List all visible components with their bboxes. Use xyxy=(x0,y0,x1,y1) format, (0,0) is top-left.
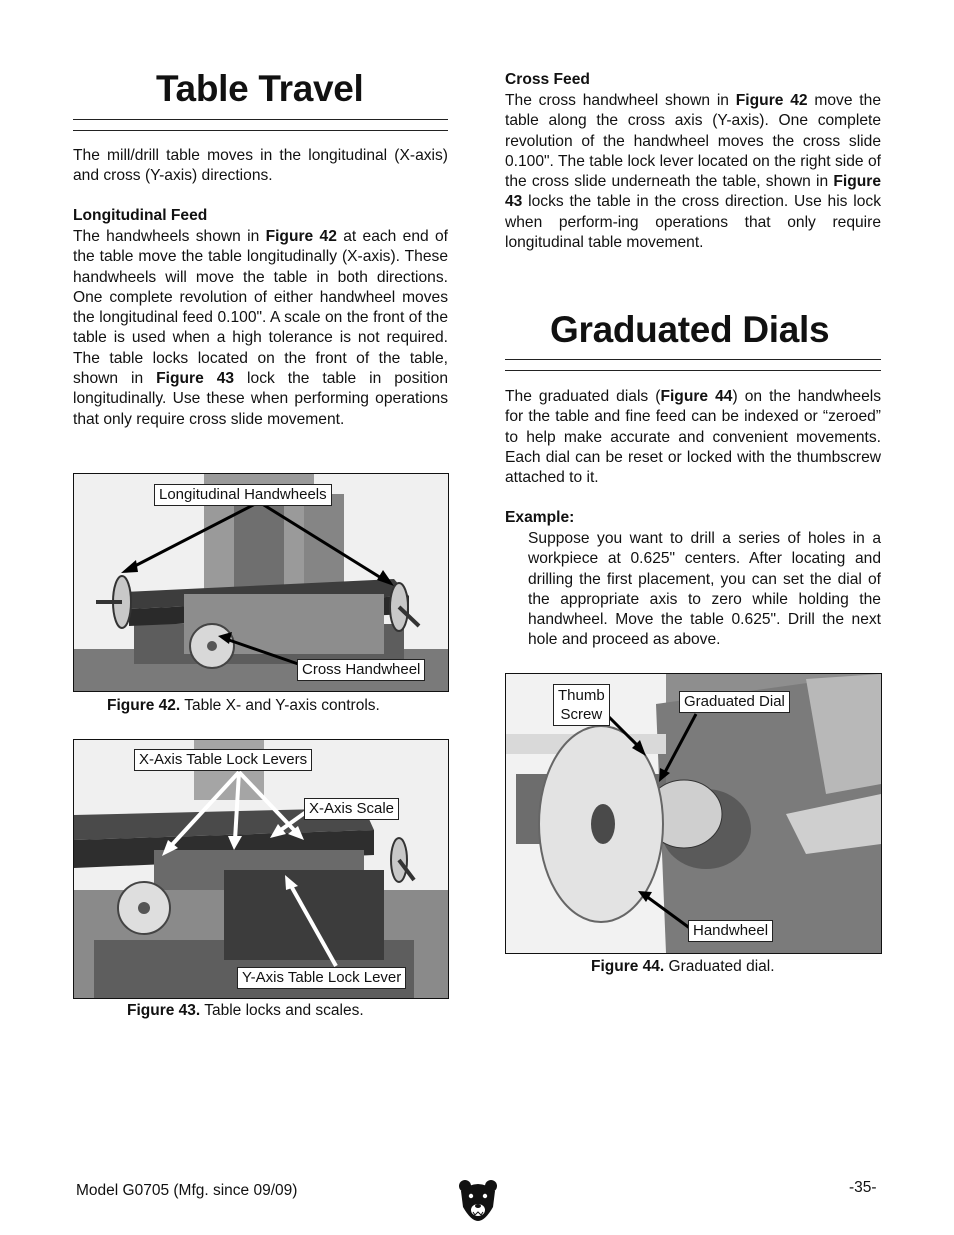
example-paragraph: Suppose you want to drill a series of holes in a workpiece at 0.625" centers. After locating and drilling the first placement, you can set the dial of the appropriate axis to zero while holding the handwheel. Move the table 0.625". Drill the next hole and proceed as above. xyxy=(528,530,881,649)
section-title-table-travel: Table Travel xyxy=(156,68,364,109)
callout-graduated-dial: Graduated Dial xyxy=(679,691,790,713)
figure-42-caption: Figure 42. Table X- and Y-axis controls. xyxy=(107,697,380,714)
footer-page-number: -35- xyxy=(849,1179,877,1196)
callout-longitudinal-handwheels: Longitudinal Handwheels xyxy=(154,484,332,506)
callout-x-axis-table-lock-levers: X-Axis Table Lock Levers xyxy=(134,749,312,771)
longitudinal-feed-paragraph: The handwheels shown in Figure 42 at each end of the table move the table longitudinally (X-axis). These handwheels will move the table in both directions. One complete revolution of either handwheel moves the longitudinal feed 0.100". A scale on the front of the table is used when a high tolerance is not required. The table locks located on the front of the table, shown in Figure 43 lock the table in position longitudinally. Use these when performing operations that only require cross slide movement. xyxy=(73,228,448,428)
figure-ref: Figure 43 xyxy=(156,370,235,388)
cross-feed-paragraph: The cross handwheel shown in Figure 42 move the table along the cross axis (Y-axis). One complete revolution of the handwheel moves the cross slide 0.100". The table lock lever located on the right side of the cross slide underneath the table, shown in Figure 43 locks the table in the cross direction. Use his lock when perform-ing operations that only require longitudinal table movement. xyxy=(505,92,881,252)
graduated-dials-paragraph: The graduated dials (Figure 44) on the handwheels for the table and fine feed can be indexed or “zeroed” to help make accurate and convenient movements. Each dial can be reset or locked with the thumbscrew attached to it. xyxy=(505,388,882,487)
figure-44-photo xyxy=(505,673,882,954)
figure-44-caption: Figure 44. Graduated dial. xyxy=(591,958,775,975)
callout-cross-handwheel: Cross Handwheel xyxy=(297,659,425,681)
title-rule-bottom xyxy=(73,130,448,131)
callout-handwheel: Handwheel xyxy=(688,920,773,942)
callout-thumb-screw: Thumb Screw xyxy=(553,684,610,726)
cross-feed-heading: Cross Feed xyxy=(505,71,590,88)
title-rule-bottom xyxy=(505,370,881,371)
bear-head-icon xyxy=(457,1177,499,1221)
table-locks-illustration xyxy=(74,740,448,998)
intro-paragraph: The mill/drill table moves in the longitudinal (X-axis) and cross (Y-axis) directions. xyxy=(73,147,448,185)
callout-x-axis-scale: X-Axis Scale xyxy=(304,798,399,820)
longitudinal-feed-heading: Longitudinal Feed xyxy=(73,207,208,224)
footer-model: Model G0705 (Mfg. since 09/09) xyxy=(76,1182,298,1199)
figure-ref: Figure 42 xyxy=(265,228,337,245)
figure-42-photo xyxy=(73,473,449,692)
figure-ref: Figure 42 xyxy=(735,92,808,109)
title-rule-top xyxy=(505,359,881,360)
figure-43-photo xyxy=(73,739,449,999)
figure-ref: Figure 43 xyxy=(505,173,881,211)
title-rule-top xyxy=(73,119,448,120)
example-heading: Example: xyxy=(505,509,575,526)
figure-43-caption: Figure 43. Table locks and scales. xyxy=(127,1002,364,1019)
callout-y-axis-table-lock-lever: Y-Axis Table Lock Lever xyxy=(237,967,406,989)
section-title-graduated-dials: Graduated Dials xyxy=(550,309,830,350)
figure-ref: Figure 44 xyxy=(660,388,733,405)
